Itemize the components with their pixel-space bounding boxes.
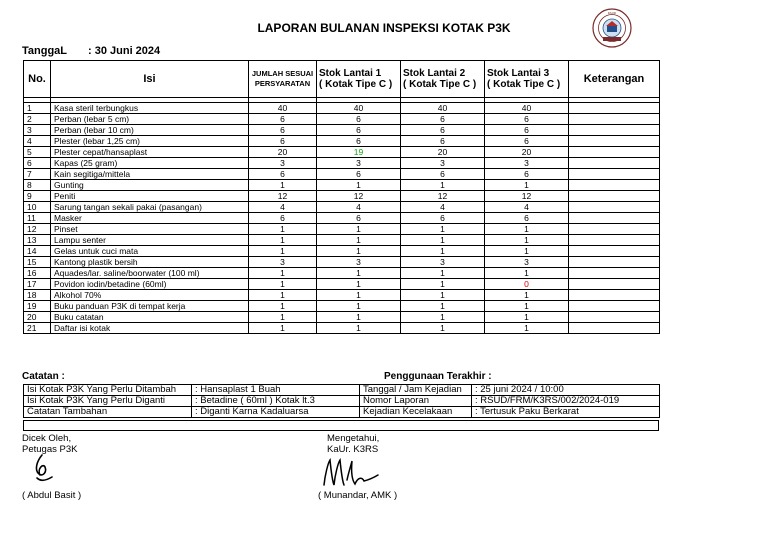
- catatan-row-label: Catatan Tambahan: [24, 407, 192, 418]
- cell-lantai1: 6: [317, 125, 401, 136]
- cell-lantai2: 1: [401, 246, 485, 257]
- cell-isi: Povidon iodin/betadine (60ml): [51, 279, 249, 290]
- cell-lantai3: 1: [485, 235, 569, 246]
- cell-lantai3: 1: [485, 312, 569, 323]
- penggunaan-row-label: Tanggal / Jam Kejadian: [360, 385, 472, 396]
- table-row: [24, 114, 660, 125]
- cell-keterangan: [569, 312, 660, 323]
- cell-no: 3: [24, 125, 51, 136]
- cell-no: 9: [24, 191, 51, 202]
- penggunaan-row: [360, 407, 660, 418]
- cell-lantai3: 6: [485, 213, 569, 224]
- cell-keterangan: [569, 290, 660, 301]
- cell-keterangan: [569, 125, 660, 136]
- cell-lantai3: 4: [485, 202, 569, 213]
- cell-keterangan: [569, 246, 660, 257]
- cell-jumlah: 1: [249, 312, 317, 323]
- cell-no: 20: [24, 312, 51, 323]
- header-no: No.: [24, 61, 51, 98]
- table-row: [24, 246, 660, 257]
- table-row: [24, 202, 660, 213]
- cell-lantai1: 1: [317, 290, 401, 301]
- cell-isi: Buku catatan: [51, 312, 249, 323]
- checked-by-line2: Petugas P3K: [22, 444, 78, 455]
- header-jumlah-line2: PERSYARATAN: [254, 79, 311, 88]
- header-lantai1-line2: ( Kotak Tipe C ): [319, 79, 393, 90]
- checked-by-line1: Dicek Oleh,: [22, 433, 72, 444]
- header-lantai3: [485, 61, 569, 98]
- cell-lantai3: 40: [485, 103, 569, 114]
- cell-lantai1: 12: [317, 191, 401, 202]
- cell-jumlah: 1: [249, 290, 317, 301]
- cell-no: 11: [24, 213, 51, 224]
- cell-lantai2: 1: [401, 279, 485, 290]
- cell-isi: Kain segitiga/mittela: [51, 169, 249, 180]
- cell-isi: Lampu senter: [51, 235, 249, 246]
- cell-no: 10: [24, 202, 51, 213]
- cell-no: 15: [24, 257, 51, 268]
- cell-jumlah: 12: [249, 191, 317, 202]
- cell-lantai1: 1: [317, 279, 401, 290]
- cell-keterangan: [569, 202, 660, 213]
- cell-keterangan: [569, 213, 660, 224]
- penggunaan-row-value: : RSUD/FRM/K3RS/002/2024-019: [472, 396, 660, 407]
- header-lantai2: [401, 61, 485, 98]
- table-row: [24, 312, 660, 323]
- penggunaan-label: Penggunaan Terakhir :: [384, 371, 492, 382]
- table-row: [24, 301, 660, 312]
- cell-no: 13: [24, 235, 51, 246]
- cell-lantai1: 1: [317, 246, 401, 257]
- table-row: [24, 191, 660, 202]
- penggunaan-table: [359, 384, 660, 418]
- header-lantai1: [317, 61, 401, 98]
- cell-jumlah: 1: [249, 279, 317, 290]
- cell-jumlah: 1: [249, 235, 317, 246]
- cell-lantai1: 1: [317, 224, 401, 235]
- cell-isi: Perban (lebar 5 cm): [51, 114, 249, 125]
- cell-isi: Buku panduan P3K di tempat kerja: [51, 301, 249, 312]
- cell-lantai3: 6: [485, 136, 569, 147]
- cell-lantai2: 12: [401, 191, 485, 202]
- cell-isi: Alkohol 70%: [51, 290, 249, 301]
- cell-lantai1: 1: [317, 301, 401, 312]
- cell-jumlah: 3: [249, 257, 317, 268]
- cell-lantai2: 1: [401, 235, 485, 246]
- cell-no: 5: [24, 147, 51, 158]
- table-row: [24, 103, 660, 114]
- checker-signature: [28, 452, 58, 488]
- checked-by-name: ( Abdul Basit ): [22, 490, 82, 501]
- cell-lantai2: 6: [401, 114, 485, 125]
- cell-keterangan: [569, 114, 660, 125]
- table-body: [24, 98, 660, 334]
- table-row: [24, 257, 660, 268]
- inspection-table: [23, 60, 660, 334]
- cell-jumlah: 1: [249, 301, 317, 312]
- cell-jumlah: 6: [249, 213, 317, 224]
- cell-isi: Plester (lebar 1,25 cm): [51, 136, 249, 147]
- catatan-row-label: Isi Kotak P3K Yang Perlu Ditambah: [24, 385, 192, 396]
- cell-lantai1: 6: [317, 136, 401, 147]
- cell-no: 19: [24, 301, 51, 312]
- cell-jumlah: 1: [249, 323, 317, 334]
- cell-lantai1: 40: [317, 103, 401, 114]
- cell-lantai2: 1: [401, 290, 485, 301]
- catatan-table: [23, 384, 360, 418]
- cell-no: 14: [24, 246, 51, 257]
- cell-lantai3: 6: [485, 114, 569, 125]
- catatan-row-value: : Betadine ( 60ml ) Kotak lt.3: [192, 396, 360, 407]
- table-row: [24, 136, 660, 147]
- cell-no: 18: [24, 290, 51, 301]
- cell-lantai1: 3: [317, 257, 401, 268]
- cell-lantai3: 6: [485, 169, 569, 180]
- cell-lantai1: 1: [317, 180, 401, 191]
- cell-no: 2: [24, 114, 51, 125]
- cell-lantai3: 20: [485, 147, 569, 158]
- cell-no: 17: [24, 279, 51, 290]
- cell-keterangan: [569, 158, 660, 169]
- cell-keterangan: [569, 147, 660, 158]
- cell-keterangan: [569, 136, 660, 147]
- cell-lantai2: 3: [401, 158, 485, 169]
- date-label: TanggaL: [22, 45, 68, 57]
- table-row: [24, 125, 660, 136]
- table-row: [24, 279, 660, 290]
- approver-signature: [318, 455, 382, 491]
- table-row: [24, 180, 660, 191]
- cell-lantai3: 1: [485, 268, 569, 279]
- catatan-label: Catatan :: [22, 371, 65, 382]
- header-jumlah-line1: JUMLAH SESUAI: [251, 69, 314, 78]
- cell-lantai1: 3: [317, 158, 401, 169]
- cell-keterangan: [569, 323, 660, 334]
- cell-lantai3: 1: [485, 301, 569, 312]
- cell-lantai3: 1: [485, 180, 569, 191]
- header-lantai2-line1: Stok Lantai 2: [403, 68, 466, 79]
- penggunaan-row-value: : Tertusuk Paku Berkarat: [472, 407, 660, 418]
- cell-jumlah: 1: [249, 224, 317, 235]
- cell-lantai2: 1: [401, 268, 485, 279]
- report-title: LAPORAN BULANAN INSPEKSI KOTAK P3K: [257, 21, 511, 35]
- cell-lantai1: 6: [317, 114, 401, 125]
- cell-isi: Masker: [51, 213, 249, 224]
- cell-lantai2: 40: [401, 103, 485, 114]
- cell-jumlah: 20: [249, 147, 317, 158]
- svg-text:RSUD: RSUD: [607, 11, 617, 15]
- table-row: [24, 224, 660, 235]
- cell-jumlah: 4: [249, 202, 317, 213]
- catatan-row-label: Isi Kotak P3K Yang Perlu Diganti: [24, 396, 192, 407]
- cell-lantai2: 20: [401, 147, 485, 158]
- cell-lantai1: 6: [317, 213, 401, 224]
- cell-isi: Gunting: [51, 180, 249, 191]
- cell-no: 12: [24, 224, 51, 235]
- penggunaan-row-label: Nomor Laporan: [360, 396, 472, 407]
- table-row: [24, 290, 660, 301]
- cell-keterangan: [569, 257, 660, 268]
- cell-lantai2: 6: [401, 213, 485, 224]
- cell-isi: Kapas (25 gram): [51, 158, 249, 169]
- cell-lantai3: 3: [485, 158, 569, 169]
- cell-keterangan: [569, 103, 660, 114]
- cell-no: 4: [24, 136, 51, 147]
- cell-isi: Plester cepat/hansaplast: [51, 147, 249, 158]
- header-lantai3-line1: Stok Lantai 3: [487, 68, 550, 79]
- cell-lantai2: 1: [401, 301, 485, 312]
- cell-lantai1: 1: [317, 235, 401, 246]
- cell-isi: Peniti: [51, 191, 249, 202]
- table-row: [24, 323, 660, 334]
- penggunaan-row-value: : 25 juni 2024 / 10:00: [472, 385, 660, 396]
- cell-jumlah: 1: [249, 180, 317, 191]
- cell-lantai3: 3: [485, 257, 569, 268]
- header-lantai2-line2: ( Kotak Tipe C ): [403, 79, 477, 90]
- cell-lantai2: 1: [401, 180, 485, 191]
- cell-isi: Kasa steril terbungkus: [51, 103, 249, 114]
- cell-lantai3: 1: [485, 323, 569, 334]
- catatan-row-value: : Hansaplast 1 Buah: [192, 385, 360, 396]
- cell-jumlah: 1: [249, 246, 317, 257]
- penggunaan-row: [360, 396, 660, 407]
- cell-lantai3: 1: [485, 246, 569, 257]
- cell-no: 1: [24, 103, 51, 114]
- cell-lantai2: 4: [401, 202, 485, 213]
- table-row: [24, 235, 660, 246]
- cell-lantai2: 6: [401, 169, 485, 180]
- cell-isi: Perban (lebar 10 cm): [51, 125, 249, 136]
- cell-isi: Aquades/lar. saline/boorwater (100 ml): [51, 268, 249, 279]
- cell-isi: Kantong plastik bersih: [51, 257, 249, 268]
- approved-by-name: ( Munandar, AMK ): [318, 490, 398, 501]
- cell-keterangan: [569, 301, 660, 312]
- cell-no: 16: [24, 268, 51, 279]
- header-isi: Isi: [51, 61, 249, 98]
- cell-keterangan: [569, 268, 660, 279]
- table-row: [24, 158, 660, 169]
- cell-no: 21: [24, 323, 51, 334]
- approved-by-line1: Mengetahui,: [327, 433, 380, 444]
- cell-isi: Daftar isi kotak: [51, 323, 249, 334]
- cell-lantai3: 0: [485, 279, 569, 290]
- cell-keterangan: [569, 279, 660, 290]
- cell-jumlah: 6: [249, 169, 317, 180]
- catatan-row-value: : Diganti Karna Kadaluarsa: [192, 407, 360, 418]
- table-row: [24, 268, 660, 279]
- cell-lantai1: 1: [317, 268, 401, 279]
- cell-keterangan: [569, 169, 660, 180]
- cell-no: 7: [24, 169, 51, 180]
- cell-jumlah: 40: [249, 103, 317, 114]
- table-row: [24, 147, 660, 158]
- cell-lantai1: 1: [317, 312, 401, 323]
- cell-isi: Sarung tangan sekali pakai (pasangan): [51, 202, 249, 213]
- cell-jumlah: 1: [249, 268, 317, 279]
- header-lantai3-line2: ( Kotak Tipe C ): [487, 79, 561, 90]
- cell-lantai2: 3: [401, 257, 485, 268]
- table-row: [24, 213, 660, 224]
- table-row: [24, 169, 660, 180]
- cell-no: 6: [24, 158, 51, 169]
- cell-isi: Pinset: [51, 224, 249, 235]
- cell-lantai2: 1: [401, 224, 485, 235]
- cell-no: 8: [24, 180, 51, 191]
- cell-isi: Gelas untuk cuci mata: [51, 246, 249, 257]
- cell-lantai1: 6: [317, 169, 401, 180]
- header-lantai1-line1: Stok Lantai 1: [319, 68, 382, 79]
- cell-keterangan: [569, 224, 660, 235]
- cell-jumlah: 6: [249, 136, 317, 147]
- cell-lantai2: 1: [401, 312, 485, 323]
- cell-lantai1: 4: [317, 202, 401, 213]
- catatan-row: [24, 385, 360, 396]
- cell-lantai2: 6: [401, 136, 485, 147]
- cell-keterangan: [569, 191, 660, 202]
- hospital-seal-logo: [592, 8, 632, 48]
- cell-lantai3: 12: [485, 191, 569, 202]
- cell-jumlah: 3: [249, 158, 317, 169]
- table-header-row: [24, 61, 660, 98]
- penggunaan-row: [360, 385, 660, 396]
- cell-lantai1: 1: [317, 323, 401, 334]
- cell-lantai3: 1: [485, 290, 569, 301]
- cell-lantai3: 1: [485, 224, 569, 235]
- cell-jumlah: 6: [249, 114, 317, 125]
- cell-keterangan: [569, 235, 660, 246]
- header-jumlah: [249, 61, 317, 98]
- date-value: : 30 Juni 2024: [88, 45, 161, 57]
- penggunaan-row-label: Kejadian Kecelakaan: [360, 407, 472, 418]
- cell-lantai3: 6: [485, 125, 569, 136]
- cell-jumlah: 6: [249, 125, 317, 136]
- header-keterangan: Keterangan: [569, 61, 660, 98]
- notes-footer-row: [23, 420, 659, 431]
- cell-lantai2: 1: [401, 323, 485, 334]
- approved-by-line2: KaUr. K3RS: [327, 444, 379, 455]
- catatan-row: [24, 407, 360, 418]
- cell-keterangan: [569, 180, 660, 191]
- catatan-row: [24, 396, 360, 407]
- cell-lantai2: 6: [401, 125, 485, 136]
- cell-lantai1: 19: [317, 147, 401, 158]
